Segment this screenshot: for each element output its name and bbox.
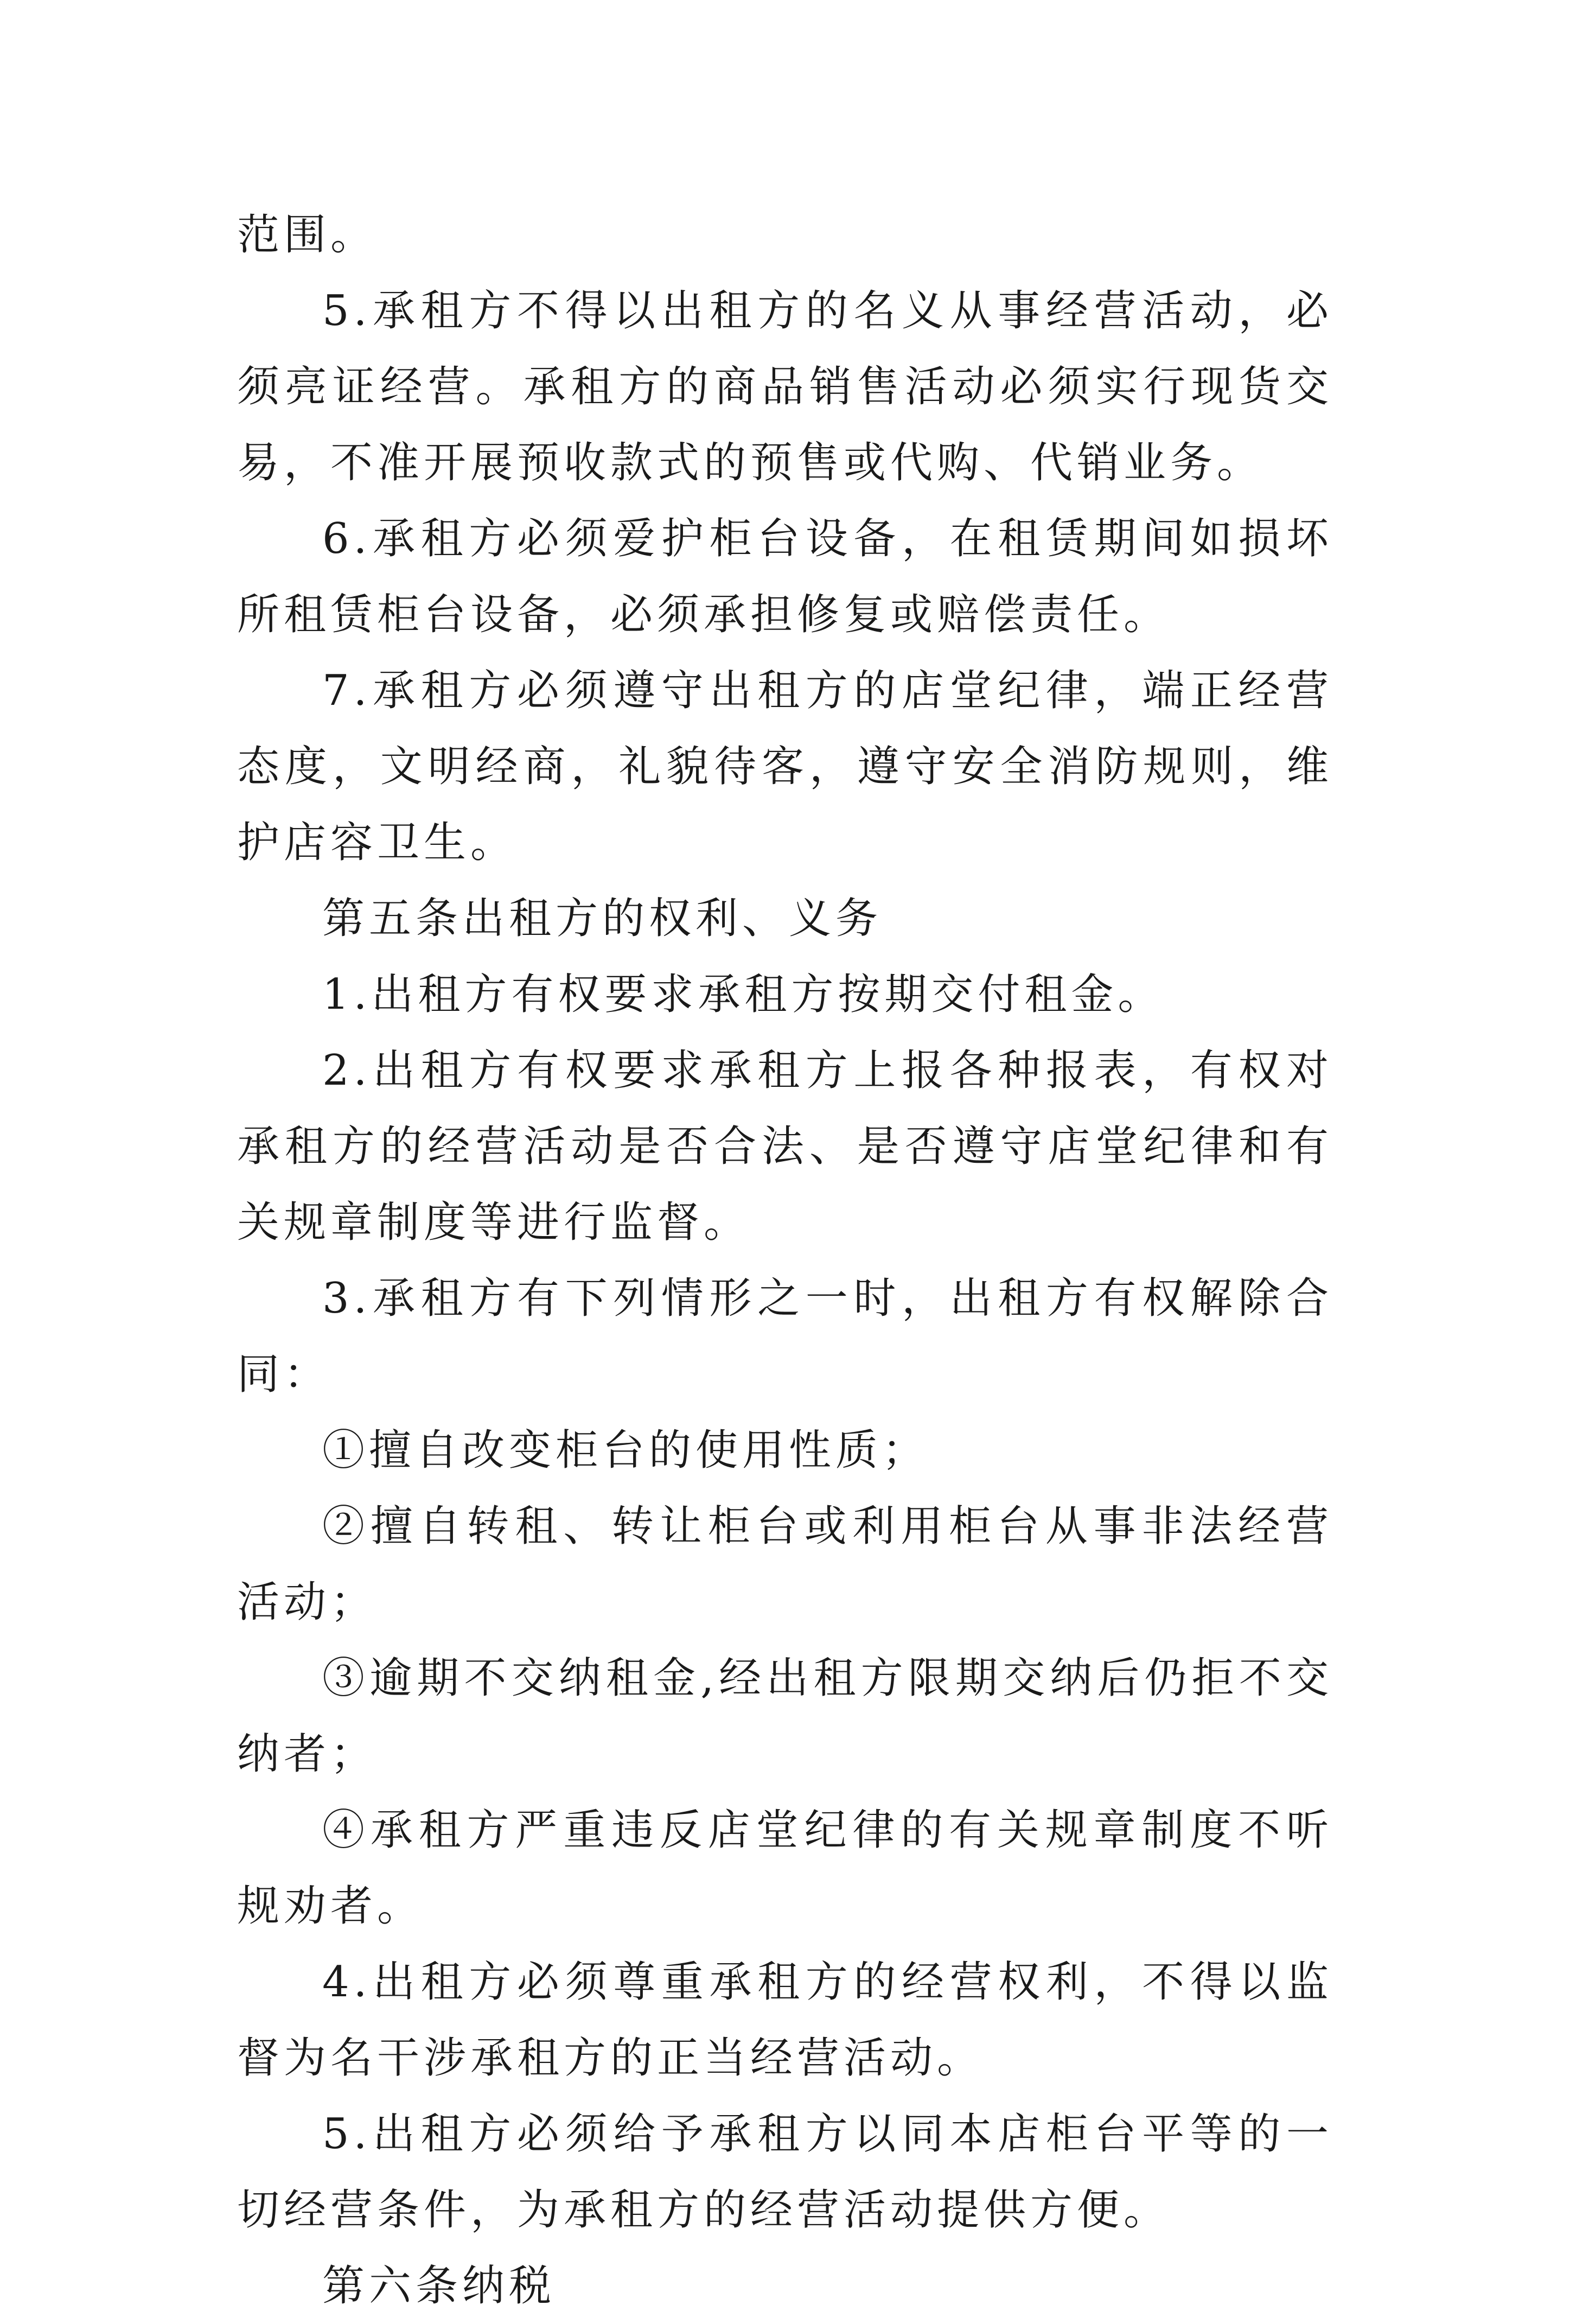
list-item-4: ④承租方严重违反店堂纪律的有关规章制度不听规劝者。 [237,1806,1333,1931]
document-body [237,197,1333,2324]
paragraph-continuation: 范围。 [237,211,378,259]
paragraph-clause-5-4: 4.出租方必须尊重承租方的经营权利，不得以监督为名干涉承租方的正当经营活动。 [237,1958,1333,2083]
article-5-heading: 第五条出租方的权利、义务 [322,894,883,943]
article-6-heading: 第六条纳税 [322,2262,556,2310]
list-item-2: ②擅自转租、转让柜台或利用柜台从事非法经营活动； [237,1502,1333,1627]
paragraph-clause-4-5: 5.承租方不得以出租方的名义从事经营活动，必须亮证经营。承租方的商品销售活动必须实行现货交易，不准开展预收款式的预售或代购、代销业务。 [237,286,1333,487]
paragraph-clause-4-6: 6.承租方必须爱护柜台设备，在租赁期间如损坏所租赁柜台设备，必须承担修复或赔偿责任。 [237,514,1333,639]
paragraph-clause-4-7: 7.承租方必须遵守出租方的店堂纪律，端正经营态度，文明经商，礼貌待客，遵守安全消防规则，维护店容卫生。 [237,666,1333,867]
paragraph-clause-5-2: 2.出租方有权要求承租方上报各种报表，有权对承租方的经营活动是否合法、是否遵守店堂纪律和有关规章制度等进行监督。 [237,1046,1333,1247]
paragraph-clause-5-3: 3.承租方有下列情形之一时，出租方有权解除合同： [237,1274,1333,1399]
list-item-1: ①擅自改变柜台的使用性质； [322,1426,929,1475]
paragraph-clause-5-1: 1.出租方有权要求承租方按期交付租金。 [322,970,1165,1019]
paragraph-clause-5-5: 5.出租方必须给予承租方以同本店柜台平等的一切经营条件，为承租方的经营活动提供方便。 [237,2110,1333,2234]
list-item-3: ③逾期不交纳租金,经出租方限期交纳后仍拒不交纳者； [237,1654,1333,1779]
